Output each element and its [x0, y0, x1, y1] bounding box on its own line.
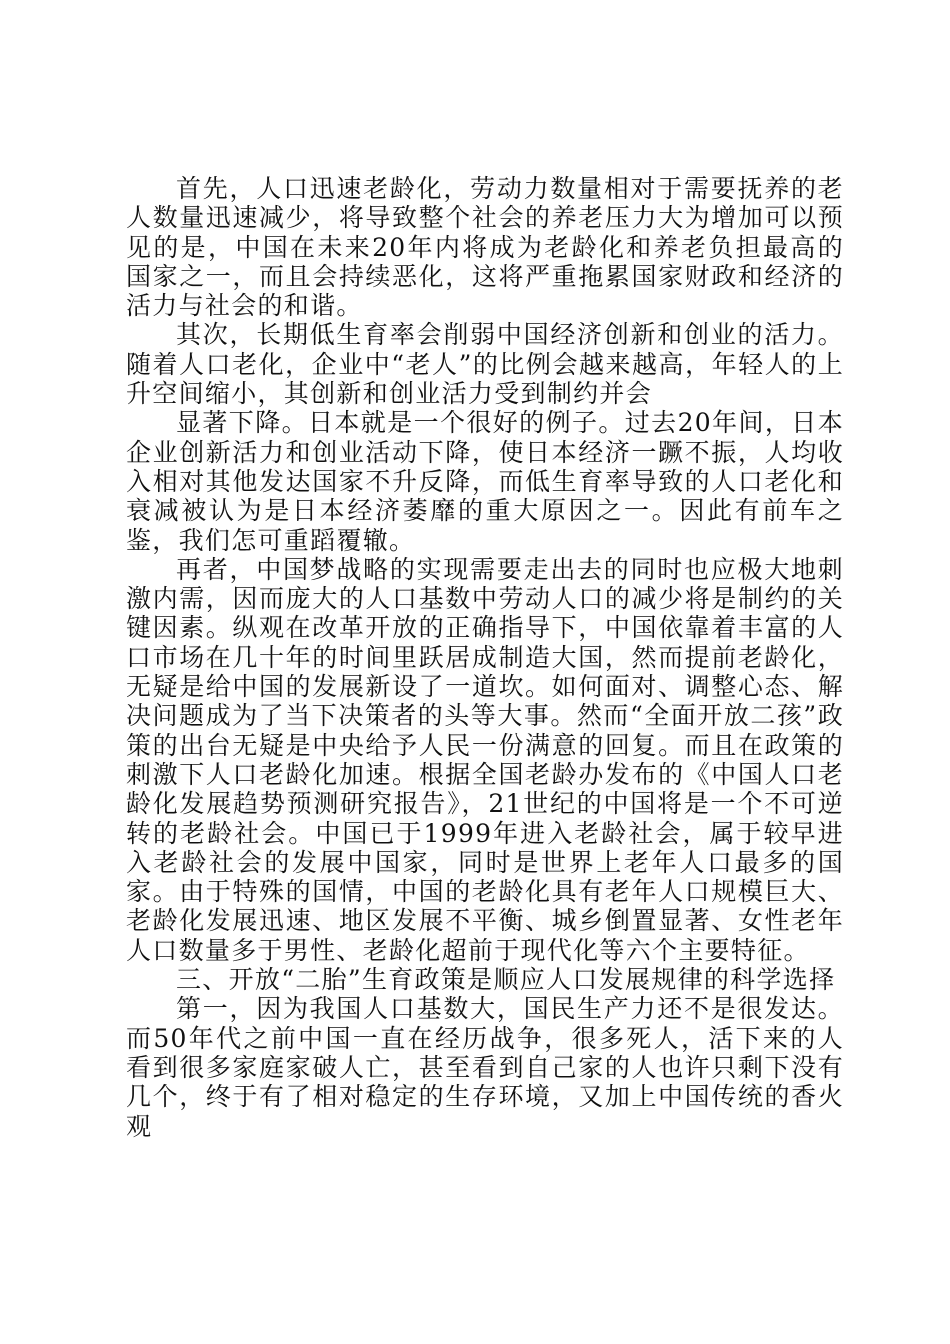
paragraph-domestic-demand: 再者，中国梦战略的实现需要走出去的同时也应极大地刺激内需，因而庞大的人口基数中劳动人口的减少将是制约的关键因素。纵观在改革开放的正确指导下，中国依靠着丰富的人口市场在几十年的时间里跃居成制造大国，然而提前老龄化，无疑是给中国的发展新设了一道坎。如何面对、调整心态、解决问题成为了当下决策者的头等大事。然而“全面开放二孩”政策的出台无疑是中央给予人民一份满意的回复。而且在政策的刺激下人口老龄化加速。根据全国老龄办发布的《中国人口老龄化发展趋势预测研究报告》，21世纪的中国将是一个不可逆转的老龄社会。中国已于1999年进入老龄社会，属于较早进入老龄社会的发展中国家，同时是世界上老年人口最多的国家。由于特殊的国情，中国的老龄化具有老年人口规模巨大、老龄化发展迅速、地区发展不平衡、城乡倒置显著、女性老年人口数量多于男性、老龄化超前于现代化等六个主要特征。	[126, 554, 844, 965]
section-heading-two-child-policy: 三、开放“二胎”生育政策是顺应人口发展规律的科学选择	[176, 965, 836, 995]
document-body	[126, 174, 844, 1141]
paragraph-population-base: 第一，因为我国人口基数大，国民生产力还不是很发达。而50年代之前中国一直在经历战争，很多死人，活下来的人看到很多家庭家破人亡，甚至看到自己家的人也许只剩下没有几个，终于有了相对稳定的生存环境，又加上中国传统的香火观	[126, 994, 844, 1141]
paragraph-innovation-vitality: 其次，长期低生育率会削弱中国经济创新和创业的活力。随着人口老化，企业中“老人”的比例会越来越高，年轻人的上升空间缩小，其创新和创业活力受到制约并会	[126, 320, 844, 409]
paragraph-japan-example: 显著下降。日本就是一个很好的例子。过去20年间，日本企业创新活力和创业活动下降，使日本经济一蹶不振，人均收入相对其他发达国家不升反降，而低生育率导致的人口老化和衰减被认为是日本经济萎靡的重大原因之一。因此有前车之鉴，我们怎可重蹈覆辙。	[126, 408, 844, 555]
paragraph-aging-pressure: 首先，人口迅速老龄化，劳动力数量相对于需要抚养的老人数量迅速减少，将导致整个社会的养老压力大为增加可以预见的是，中国在未来20年内将成为老龄化和养老负担最高的国家之一，而且会持续恶化，这将严重拖累国家财政和经济的活力与社会的和谐。	[126, 174, 844, 321]
